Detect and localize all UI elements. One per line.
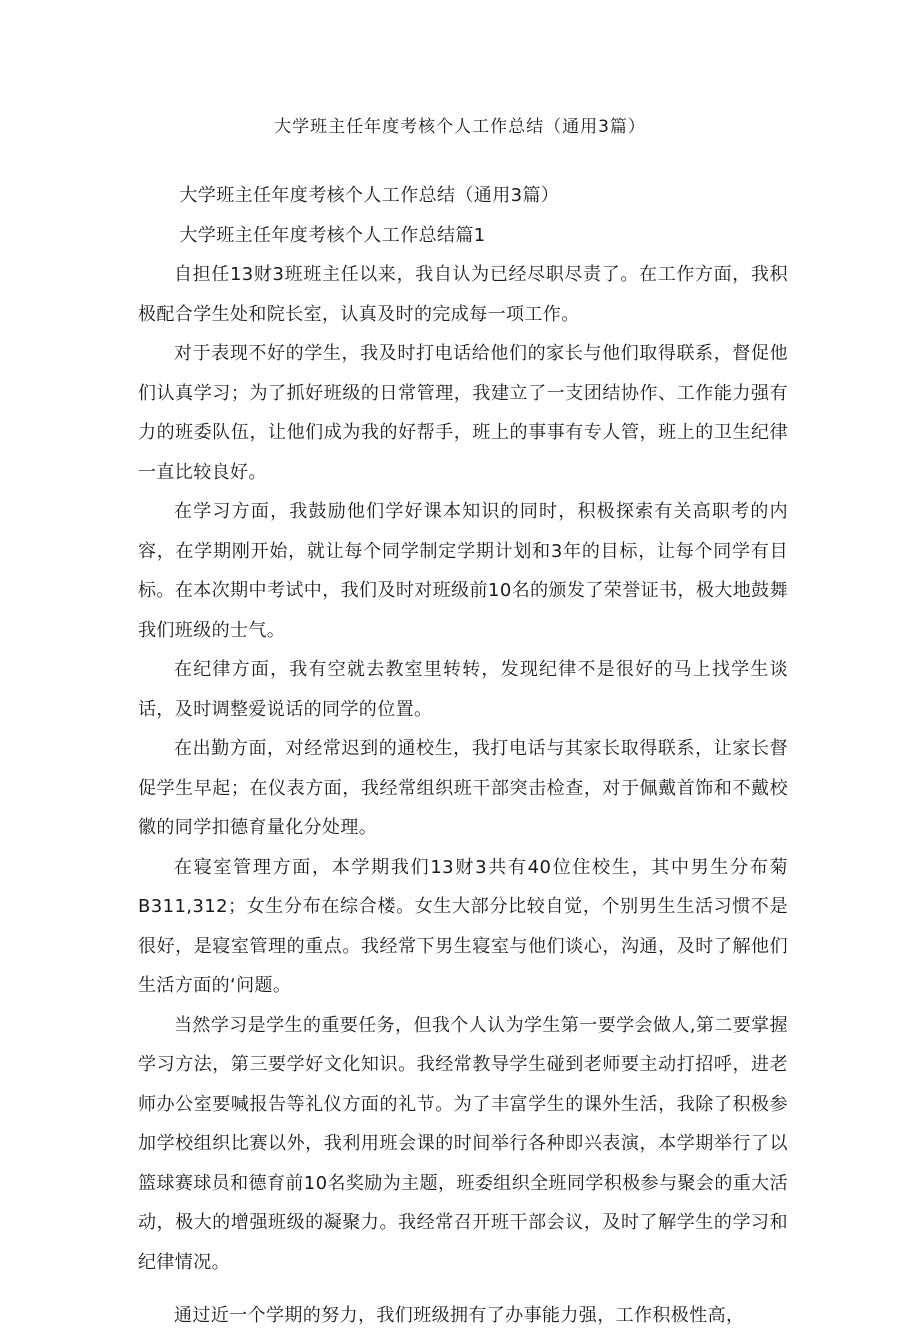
paragraph-7: 当然学习是学生的重要任务，但我个人认为学生第一要学会做人,第二要掌握学习方法，第三要学好文化知识。我经常教导学生碰到老师要主动打招呼，进老师办公室要喊报告等礼仪方面的礼节。为了丰富学生的课外生活，我除了积极参加学校组织比赛以外，我利用班会课的时间举行各种即兴表演，本学期举行了以篮球赛球员和德育前10名奖励为主题，班委组织全班同学积极参与聚会的重大活动，极大的增强班级的凝聚力。我经常召开班干部会议，及时了解学生的学习和纪律情况。 <box>138 1014 788 1273</box>
document-title: 大学班主任年度考核个人工作总结（通用3篇） <box>274 117 646 137</box>
paragraph-5: 在出勤方面，对经常迟到的通校生，我打电话与其家长取得联系，让家长督促学生早起；在仪表方面，我经常组织班干部突击检查，对于佩戴首饰和不戴校徽的同学扣德育量化分处理。 <box>138 738 788 838</box>
paragraph-6: 在寝室管理方面，本学期我们13财3共有40位住校生，其中男生分布菊B311,312；女生分布在综合楼。女生大部分比较自觉，个别男生生活习惯不是很好，是寝室管理的重点。我经常下男生寝室与他们谈心，沟通，及时了解他们生活方面的‘问题。 <box>138 856 788 996</box>
paragraph-8: 通过近一个学期的努力，我们班级拥有了办事能力强，工作积极性高， <box>174 1305 745 1326</box>
paragraph-1: 自担任13财3班班主任以来，我自认为已经尽职尽责了。在工作方面，我积极配合学生处和院长室，认真及时的完成每一项工作。 <box>138 264 788 325</box>
section-heading: 大学班主任年度考核个人工作总结篇1 <box>179 224 486 246</box>
paragraph-4: 在纪律方面，我有空就去教室里转转，发现纪律不是很好的马上找学生谈话，及时调整爱说话的同学的位置。 <box>138 659 788 720</box>
document-subtitle: 大学班主任年度考核个人工作总结（通用3篇） <box>179 185 560 206</box>
paragraph-3: 在学习方面，我鼓励他们学好课本知识的同时，积极探索有关高职考的内容，在学期刚开始，就让每个同学制定学期计划和3年的目标，让每个同学有目标。在本次期中考试中，我们及时对班级前10名的颁发了荣誉证书，极大地鼓舞我们班级的士气。 <box>138 501 788 641</box>
paragraph-2: 对于表现不好的学生，我及时打电话给他们的家长与他们取得联系，督促他们认真学习；为了抓好班级的日常管理，我建立了一支团结协作、工作能力强有力的班委队伍，让他们成为我的好帮手，班上的事事有专人管，班上的卫生纪律一直比较良好。 <box>138 343 788 483</box>
document-body <box>138 176 788 1336</box>
